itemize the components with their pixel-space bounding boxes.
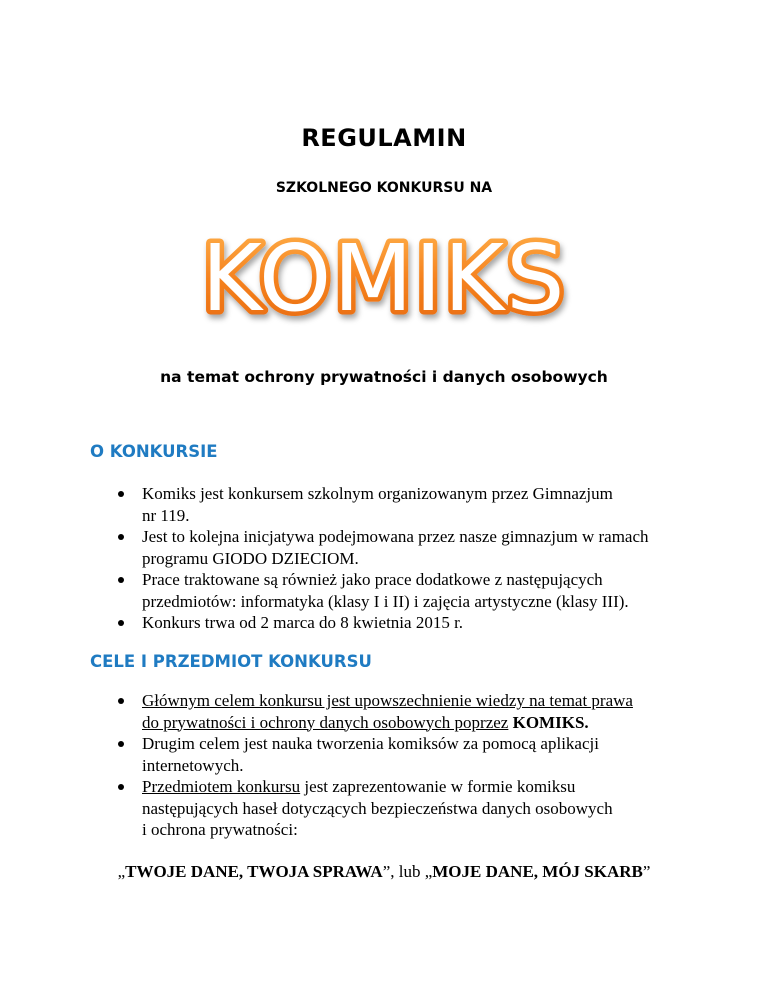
section-heading-about: O KONKURSIE bbox=[90, 442, 218, 461]
list-item-text: Drugim celem jest nauka tworzenia komiksów za pomocą aplikacji bbox=[142, 734, 599, 753]
list-item bbox=[118, 733, 708, 776]
komiks-logo bbox=[194, 222, 574, 332]
komiks-emphasis: KOMIKS. bbox=[512, 712, 589, 732]
document-subtitle: SZKOLNEGO KONKURSU NA bbox=[275, 180, 493, 196]
list-item-underlined: Przedmiotem konkursu bbox=[142, 777, 301, 796]
list-item-text: Głównym celem konkursu jest upowszechnienie wiedzy na temat prawa bbox=[142, 691, 633, 710]
slogans-line bbox=[0, 862, 768, 882]
list-item-text: następujących haseł dotyczących bezpieczeństwa danych osobowych bbox=[142, 798, 613, 818]
goals-list bbox=[118, 690, 708, 841]
list-item bbox=[118, 612, 708, 634]
komiks-logo-text: KOMIKS bbox=[201, 225, 567, 332]
slogan-connector: , lub „ bbox=[390, 862, 433, 881]
list-item bbox=[118, 526, 708, 569]
komiks-logo-graphic bbox=[194, 222, 574, 332]
quote-close: ” bbox=[382, 862, 391, 881]
list-item-text: do prywatności i ochrony danych osobowych poprzez bbox=[142, 712, 509, 732]
list-item bbox=[118, 483, 708, 526]
list-item-text: Jest to kolejna inicjatywa podejmowana przez nasze gimnazjum w ramach bbox=[142, 527, 649, 546]
list-item-text: Konkurs trwa od 2 marca do 8 kwietnia 2015 r. bbox=[142, 613, 464, 632]
list-item bbox=[118, 776, 708, 841]
list-item-text: nr 119. bbox=[142, 505, 190, 525]
list-item-text: przedmiotów: informatyka (klasy I i II) i zajęcia artystyczne (klasy III). bbox=[142, 591, 629, 611]
list-item-text: Prace traktowane są również jako prace dodatkowe z następujących bbox=[142, 570, 603, 589]
about-list bbox=[118, 483, 708, 634]
quote-close: ” bbox=[642, 862, 651, 881]
list-item-text: programu GIODO DZIECIOM. bbox=[142, 548, 359, 568]
list-item-text: internetowych. bbox=[142, 755, 244, 775]
list-item bbox=[118, 690, 708, 733]
list-item bbox=[118, 569, 708, 612]
slogan-1: TWOJE DANE, TWOJA SPRAWA bbox=[125, 862, 383, 881]
quote-open: „ bbox=[117, 862, 126, 881]
list-item-text: Komiks jest konkursem szkolnym organizowanym przez Gimnazjum bbox=[142, 484, 613, 503]
slogan-2: MOJE DANE, MÓJ SKARB bbox=[432, 862, 643, 881]
list-item-text: i ochrona prywatności: bbox=[142, 820, 298, 839]
competition-theme: na temat ochrony prywatności i danych osobowych bbox=[160, 368, 608, 386]
document-title: REGULAMIN bbox=[301, 124, 467, 152]
list-item-text: jest zaprezentowanie w formie komiksu bbox=[304, 777, 576, 796]
section-heading-goals: CELE I PRZEDMIOT KONKURSU bbox=[90, 652, 372, 671]
